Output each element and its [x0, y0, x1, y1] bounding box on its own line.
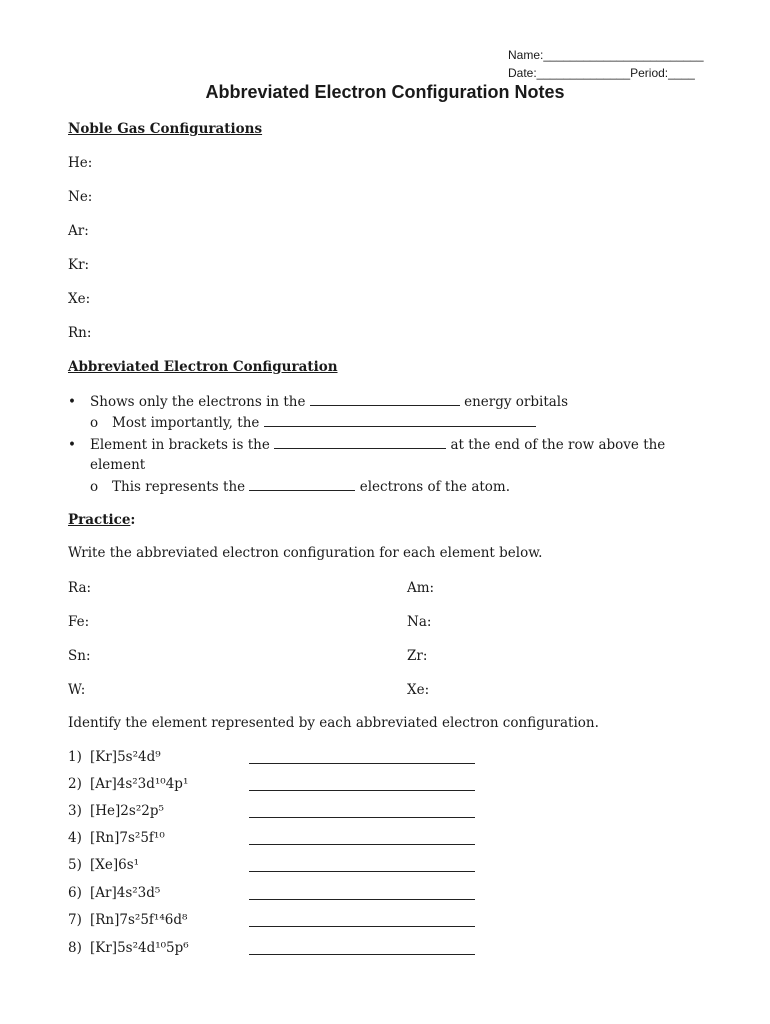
practice-instruction: Write the abbreviated electron configuration for each element below.	[68, 545, 543, 561]
config-number: 8)	[68, 940, 82, 956]
practice-item-xe: Xe:	[407, 682, 430, 698]
identify-instruction: Identify the element represented by each abbreviated electron configuration.	[68, 715, 599, 731]
config-number: 2)	[68, 776, 82, 792]
bullet-dot: •	[68, 437, 76, 453]
config-text: [Rn]7s²5f¹⁴6d⁸	[90, 912, 188, 928]
practice-item-am: Am:	[407, 580, 435, 596]
practice-heading-text: Practice	[68, 512, 131, 528]
noble-item-xe: Xe:	[68, 291, 91, 307]
bullet-1	[68, 393, 568, 410]
config-row-6	[68, 885, 160, 901]
bullet-2	[68, 436, 665, 453]
answer-line-4[interactable]	[249, 844, 475, 845]
abbreviated-config-heading: Abbreviated Electron Configuration	[68, 359, 338, 375]
bullet-1-text-pre: Shows only the electrons in the	[90, 394, 306, 410]
practice-item-na: Na:	[407, 614, 432, 630]
config-number: 3)	[68, 803, 82, 819]
page-title: Abbreviated Electron Configuration Notes	[205, 82, 565, 102]
sub-bullet-2a-text-post: electrons of the atom.	[359, 479, 511, 495]
config-number: 1)	[68, 749, 82, 765]
sub-bullet-marker: o	[90, 479, 99, 495]
config-row-5	[68, 857, 139, 873]
blank-most-importantly[interactable]	[264, 414, 536, 427]
sub-bullet-1a	[90, 414, 536, 431]
config-row-3	[68, 803, 164, 819]
answer-line-7[interactable]	[249, 926, 475, 927]
bullet-2-continuation: element	[90, 457, 146, 473]
sub-bullet-2a-text-pre: This represents the	[112, 479, 246, 495]
config-row-4	[68, 830, 165, 846]
noble-item-ar: Ar:	[68, 223, 89, 239]
config-number: 7)	[68, 912, 82, 928]
noble-item-ne: Ne:	[68, 189, 93, 205]
practice-item-w: W:	[68, 682, 86, 698]
config-text: [Kr]5s²4d¹⁰5p⁶	[90, 940, 189, 956]
noble-item-rn: Rn:	[68, 325, 92, 341]
practice-item-fe: Fe:	[68, 614, 90, 630]
bullet-2-text-post: at the end of the row above the	[450, 437, 666, 453]
name-field[interactable]: Name:________________________	[508, 48, 704, 62]
config-row-2	[68, 776, 188, 792]
config-number: 4)	[68, 830, 82, 846]
answer-line-5[interactable]	[249, 871, 475, 872]
config-number: 6)	[68, 885, 82, 901]
answer-line-1[interactable]	[249, 763, 475, 764]
practice-heading	[68, 512, 135, 528]
bullet-2-text-pre: Element in brackets is the	[90, 437, 270, 453]
blank-element-in-brackets[interactable]	[274, 436, 446, 449]
config-text: [Ar]4s²3d⁵	[90, 885, 161, 901]
sub-bullet-marker: o	[90, 415, 99, 431]
config-row-1	[68, 749, 161, 765]
practice-item-zr: Zr:	[407, 648, 428, 664]
noble-item-he: He:	[68, 155, 93, 171]
blank-energy-orbitals[interactable]	[310, 393, 460, 406]
sub-bullet-2a	[90, 478, 510, 495]
answer-line-8[interactable]	[249, 954, 475, 955]
blank-represents[interactable]	[249, 478, 355, 491]
bullet-1-text-post: energy orbitals	[464, 394, 569, 410]
bullet-dot: •	[68, 394, 76, 410]
practice-item-sn: Sn:	[68, 648, 91, 664]
answer-line-2[interactable]	[249, 790, 475, 791]
sub-bullet-1a-text: Most importantly, the	[112, 415, 260, 431]
answer-line-6[interactable]	[249, 899, 475, 900]
config-text: [Xe]6s¹	[90, 857, 140, 873]
config-row-8	[68, 940, 189, 956]
config-text: [Ar]4s²3d¹⁰4p¹	[90, 776, 189, 792]
config-row-7	[68, 912, 187, 928]
noble-item-kr: Kr:	[68, 257, 90, 273]
config-number: 5)	[68, 857, 82, 873]
config-text: [He]2s²2p⁵	[90, 803, 164, 819]
practice-item-ra: Ra:	[68, 580, 92, 596]
answer-line-3[interactable]	[249, 817, 475, 818]
practice-heading-colon: :	[130, 512, 136, 528]
config-text: [Kr]5s²4d⁹	[90, 749, 161, 765]
noble-gas-heading: Noble Gas Configurations	[68, 121, 263, 137]
config-text: [Rn]7s²5f¹⁰	[90, 830, 165, 846]
date-period-field[interactable]: Date:______________Period:____	[508, 66, 695, 80]
